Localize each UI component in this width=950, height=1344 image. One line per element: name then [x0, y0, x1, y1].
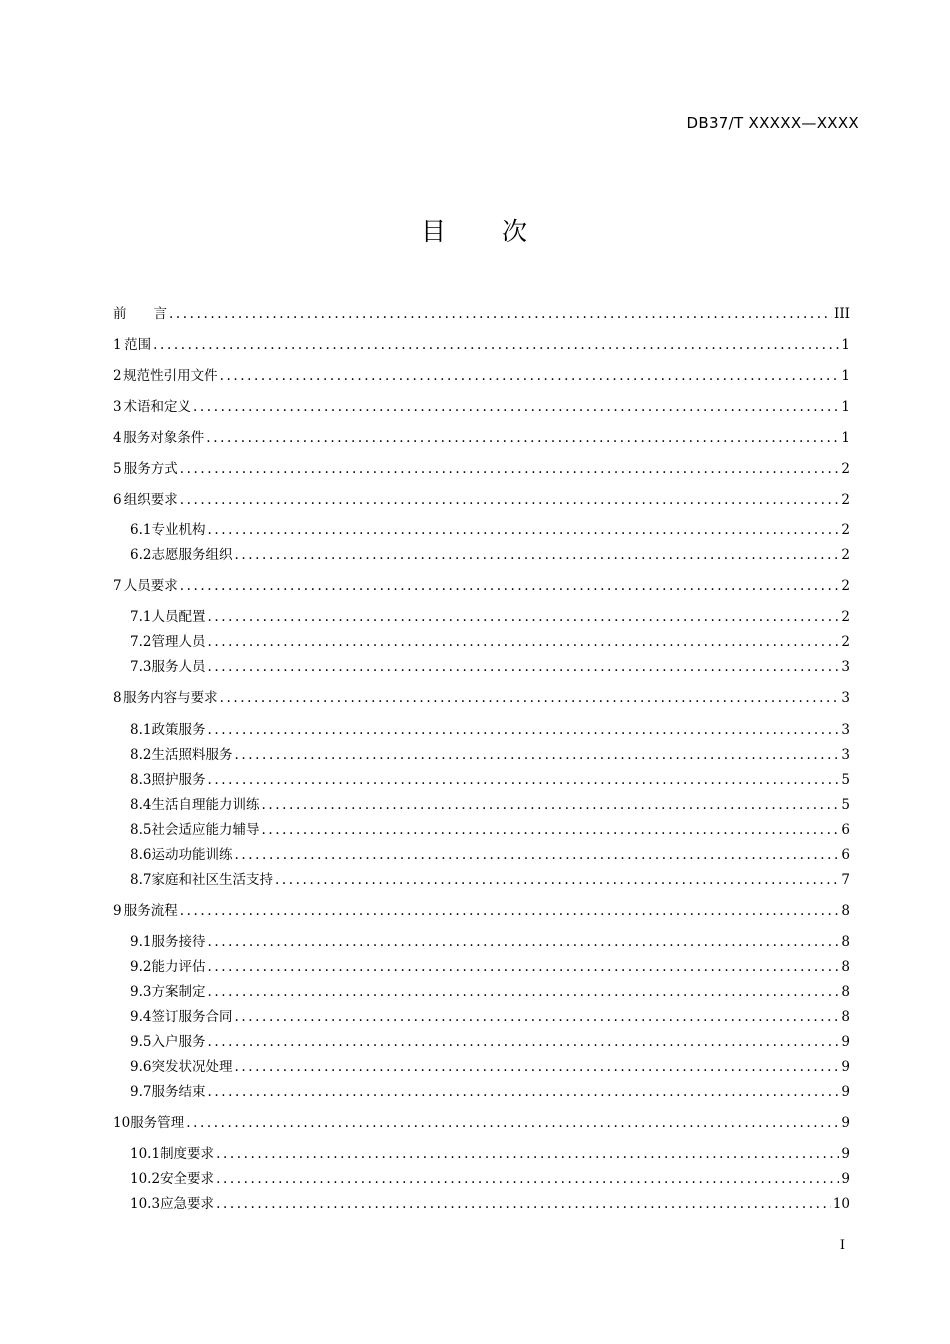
toc-entry-label: 突发状况处理: [151, 1059, 233, 1075]
toc-entry-number: 2: [113, 368, 122, 384]
toc-entry-page: 1: [841, 430, 850, 446]
toc-leader-dots: [275, 870, 839, 890]
toc-entry-number: 7.1: [130, 609, 152, 625]
toc-entry[interactable]: [113, 397, 850, 417]
toc-entry-number: 8.4: [130, 797, 152, 813]
toc-leader-dots: [193, 397, 839, 417]
toc-leader-dots: [207, 632, 839, 652]
toc-leader-dots: [169, 304, 832, 324]
toc-entry-page: 8: [841, 903, 850, 919]
toc-entry-page: 3: [841, 659, 850, 675]
toc-leader-dots: [180, 459, 840, 479]
toc-entry-label: 组织要求: [123, 492, 178, 508]
toc-entry-label: 志愿服务组织: [151, 547, 233, 563]
toc-entry-page: 1: [841, 337, 850, 353]
toc-entry-number: 8.3: [130, 772, 152, 788]
toc-entry-number: 1: [113, 337, 122, 353]
toc-entry-label: 术语和定义: [123, 399, 192, 415]
toc-leader-dots: [216, 1194, 831, 1214]
toc-entry-number: 8.6: [130, 847, 152, 863]
page-title: [0, 212, 950, 248]
toc-entry-number: 4: [113, 430, 122, 446]
toc-entry-page: 2: [841, 609, 850, 625]
toc-entry-number: 5: [113, 461, 122, 477]
toc-entry-number: 7: [113, 578, 122, 594]
toc-entry-label: 服务内容与要求: [123, 690, 218, 706]
toc-entry-page: 2: [841, 522, 850, 538]
toc-entry[interactable]: [113, 688, 850, 708]
toc-entry-label: 制度要求: [160, 1146, 215, 1162]
toc-entry-number: 6: [113, 492, 122, 508]
toc-entry-page: 3: [841, 690, 850, 706]
toc-leader-dots: [207, 520, 839, 540]
toc-entry[interactable]: [130, 607, 850, 627]
toc-entry-label: 服务结束: [151, 1084, 206, 1100]
toc-entry-number: 6.2: [130, 547, 152, 563]
toc-entry-page: 9: [841, 1146, 850, 1162]
toc-entry-label: 前 言: [113, 306, 167, 322]
toc-entry[interactable]: [113, 901, 850, 921]
toc-entry-page: 2: [841, 492, 850, 508]
toc-entry-number: 7.2: [130, 634, 152, 650]
toc-entry-label: 管理人员: [151, 634, 206, 650]
toc-entry-number: 10.3: [130, 1196, 161, 1212]
toc-entry[interactable]: [130, 932, 850, 952]
toc-entry-label: 入户服务: [151, 1034, 206, 1050]
toc-leader-dots: [207, 957, 839, 977]
toc-leader-dots: [234, 1007, 839, 1027]
toc-entry-page: 2: [841, 578, 850, 594]
document-code: DB37/T XXXXX—XXXX: [686, 114, 859, 132]
toc-leader-dots: [234, 1057, 839, 1077]
toc-entry-number: 8.1: [130, 722, 152, 738]
toc-leader-dots: [207, 720, 839, 740]
toc-entry-page: 8: [841, 1009, 850, 1025]
toc-entry-label: 范围: [124, 337, 152, 353]
toc-entry-label: 方案制定: [151, 984, 206, 1000]
toc-leader-dots: [207, 657, 839, 677]
toc-entry-page: 2: [841, 461, 850, 477]
title-char-1: 目: [420, 217, 448, 246]
toc-entry-label: 能力评估: [151, 959, 206, 975]
toc-entry[interactable]: [130, 545, 850, 565]
toc-entry[interactable]: [130, 520, 850, 540]
toc-entry-label: 社会适应能力辅导: [151, 822, 260, 838]
toc-entry-label: 服务对象条件: [123, 430, 205, 446]
toc-entry-page: 1: [841, 399, 850, 415]
toc-entry-page: 7: [841, 872, 850, 888]
toc-entry-number: 8.7: [130, 872, 152, 888]
toc-entry[interactable]: [130, 820, 850, 840]
toc-entry[interactable]: [130, 795, 850, 815]
toc-entry[interactable]: [130, 745, 850, 765]
toc-entry-number: 3: [113, 399, 122, 415]
toc-entry-number: 10.1: [130, 1146, 161, 1162]
toc-entry-label: 签订服务合同: [151, 1009, 233, 1025]
toc-entry-label: 规范性引用文件: [123, 368, 218, 384]
toc-entry[interactable]: [130, 1144, 850, 1164]
toc-leader-dots: [180, 490, 840, 510]
toc-entry-page: 9: [841, 1084, 850, 1100]
toc-entry-page: 2: [841, 547, 850, 563]
toc-leader-dots: [207, 1082, 839, 1102]
toc-entry-label: 人员要求: [123, 578, 178, 594]
toc-entry-label: 应急要求: [160, 1196, 215, 1212]
toc-entry-number: 6.1: [130, 522, 152, 538]
toc-entry-number: 8.5: [130, 822, 152, 838]
toc-leader-dots: [207, 932, 839, 952]
toc-entry-label: 生活自理能力训练: [151, 797, 260, 813]
toc-entry-label: 政策服务: [151, 722, 206, 738]
toc-leader-dots: [207, 770, 839, 790]
toc-entry[interactable]: [113, 459, 850, 479]
toc-entry-number: 9.6: [130, 1059, 152, 1075]
toc-entry-number: 9.5: [130, 1034, 152, 1050]
toc-leader-dots: [186, 1113, 839, 1133]
toc-entry-number: 10: [113, 1115, 131, 1131]
toc-entry-page: 5: [841, 772, 850, 788]
toc-entry-page: 3: [841, 747, 850, 763]
toc-leader-dots: [234, 545, 839, 565]
toc-leader-dots: [234, 845, 839, 865]
toc-entry-page: 1: [841, 368, 850, 384]
toc-entry-page: 6: [841, 822, 850, 838]
toc-entry-page: 9: [841, 1115, 850, 1131]
toc-entry-label: 人员配置: [151, 609, 206, 625]
toc-entry[interactable]: [130, 1082, 850, 1102]
toc-entry-page: 9: [841, 1059, 850, 1075]
toc-entry[interactable]: [130, 1169, 850, 1189]
toc-entry[interactable]: [130, 770, 850, 790]
toc-entry-page: 3: [841, 722, 850, 738]
toc-entry[interactable]: [130, 1032, 850, 1052]
toc-entry[interactable]: [113, 335, 850, 355]
toc-leader-dots: [261, 820, 839, 840]
toc-entry-label: 运动功能训练: [151, 847, 233, 863]
toc-entry-page: 8: [841, 984, 850, 1000]
toc-entry[interactable]: [113, 1113, 850, 1133]
toc-entry-label: 服务接待: [151, 934, 206, 950]
toc-entry-page: 6: [841, 847, 850, 863]
toc-leader-dots: [180, 576, 840, 596]
toc-leader-dots: [207, 1032, 839, 1052]
toc-entry-label: 生活照料服务: [151, 747, 233, 763]
toc-entry[interactable]: [130, 870, 850, 890]
toc-entry[interactable]: [113, 428, 850, 448]
toc-leader-dots: [216, 1169, 839, 1189]
toc-entry[interactable]: [130, 1007, 850, 1027]
toc-leader-dots: [206, 428, 839, 448]
toc-entry-number: 9.3: [130, 984, 152, 1000]
toc-entry[interactable]: [130, 982, 850, 1002]
toc-entry-page: 8: [841, 934, 850, 950]
toc-leader-dots: [220, 688, 840, 708]
toc-entry-number: 9.1: [130, 934, 152, 950]
toc-entry-label: 服务方式: [123, 461, 178, 477]
toc-entry-number: 9.7: [130, 1084, 152, 1100]
toc-leader-dots: [234, 745, 839, 765]
toc-entry-number: 8: [113, 690, 122, 706]
toc-entry[interactable]: [113, 304, 850, 324]
toc-entry[interactable]: [113, 576, 850, 596]
toc-entry[interactable]: [113, 366, 850, 386]
toc-entry-label: 专业机构: [151, 522, 206, 538]
toc-entry[interactable]: [113, 490, 850, 510]
toc-entry-page: 5: [841, 797, 850, 813]
toc-leader-dots: [153, 335, 839, 355]
toc-leader-dots: [261, 795, 839, 815]
toc-entry-number: 8.2: [130, 747, 152, 763]
toc-entry-label: 安全要求: [160, 1171, 215, 1187]
toc-entry-number: 10.2: [130, 1171, 161, 1187]
toc-entry-label: 服务管理: [130, 1115, 185, 1131]
toc-leader-dots: [180, 901, 840, 921]
toc-entry[interactable]: [130, 957, 850, 977]
toc-entry[interactable]: [130, 1194, 850, 1214]
toc-entry[interactable]: [130, 720, 850, 740]
toc-entry-page: 9: [841, 1034, 850, 1050]
page-number: I: [839, 1238, 845, 1253]
toc-entry-page: 9: [841, 1171, 850, 1187]
toc-entry-page: 2: [841, 634, 850, 650]
toc-leader-dots: [207, 607, 839, 627]
toc-entry-label: 照护服务: [151, 772, 206, 788]
toc-leader-dots: [216, 1144, 839, 1164]
toc-leader-dots: [220, 366, 840, 386]
title-char-2: 次: [502, 217, 530, 246]
toc-leader-dots: [207, 982, 839, 1002]
toc-entry-number: 7.3: [130, 659, 152, 675]
toc-entry[interactable]: [130, 632, 850, 652]
toc-entry[interactable]: [130, 845, 850, 865]
toc-entry-number: 9: [113, 903, 122, 919]
toc-entry-number: 9.2: [130, 959, 152, 975]
toc-entry-page: 8: [841, 959, 850, 975]
toc-entry-label: 服务流程: [123, 903, 178, 919]
toc-entry-label: 服务人员: [151, 659, 206, 675]
toc-entry-page: 10: [832, 1196, 850, 1212]
toc-entry-number: 9.4: [130, 1009, 152, 1025]
toc-entry-page: III: [834, 306, 850, 322]
toc-entry[interactable]: [130, 1057, 850, 1077]
toc-entry-label: 家庭和社区生活支持: [151, 872, 273, 888]
toc-entry[interactable]: [130, 657, 850, 677]
